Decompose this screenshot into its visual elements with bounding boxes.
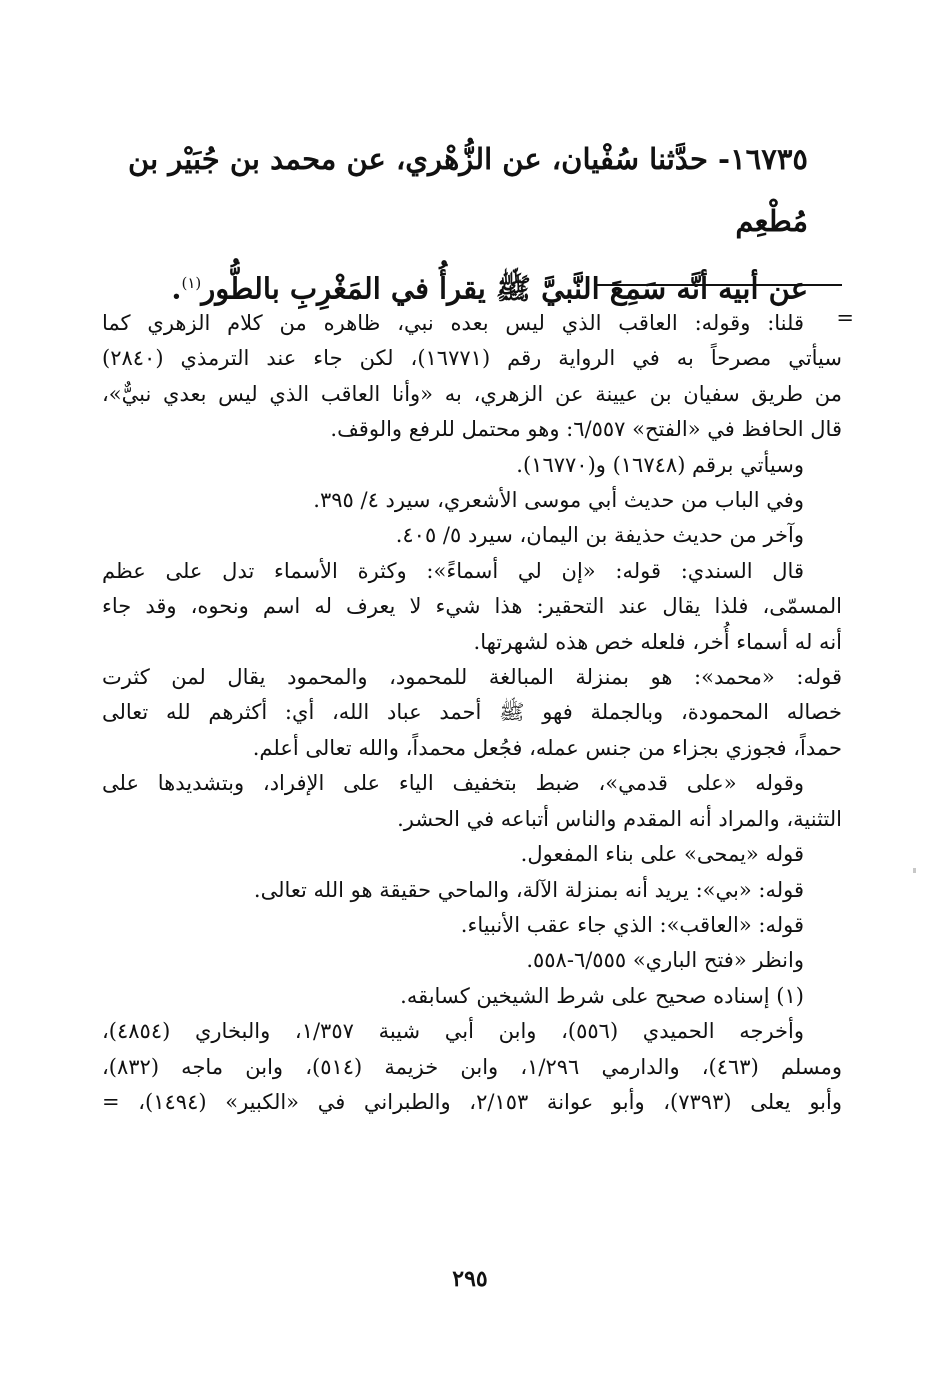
footnote-line: التثنية، والمراد أنه المقدم والناس أتباعه في الحشر. bbox=[397, 806, 842, 831]
footnote-line: أنه له أسماء أُخر، فلعله خص هذه لشهرتها. bbox=[473, 629, 842, 654]
footnote-line: وأخرجه الحميدي (٥٥٦)، وابن أبي شيبة ١/٣٥٧، والبخاري (٤٨٥٤)، bbox=[102, 1019, 804, 1044]
footnote-line: خصاله المحمودة، وبالجملة فهو ﷺ أحمد عباد الله، أي: أكثرهم لله تعالى bbox=[102, 700, 842, 725]
hadith-line-2: عن أبيه أنَّه سَمِعَ النَّبيَّ ﷺ يقرأُ في المَغْرِبِ بالطُّور$^{(١)}$. bbox=[171, 271, 808, 306]
footnote-line: وآخر من حديث حذيفة بن اليمان، سيرد ٥/ ٤٠٥. bbox=[395, 523, 804, 548]
footnote-line: قوله: «بي»: يريد أنه بمنزلة الآلة، والماحي حقيقة هو الله تعالى. bbox=[253, 877, 804, 902]
footnote-line: وسيأتي برقم (١٦٧٤٨) و(١٦٧٧٠). bbox=[516, 452, 804, 477]
continuation-marker: = bbox=[836, 306, 854, 330]
hadith-line-1: ١٦٧٣٥- حدَّثنا سُفْيان، عن الزُّهْري، عن محمد بن جُبَيْر بن مُطْعِم bbox=[128, 142, 808, 238]
page-number: ٢٩٥ bbox=[452, 1266, 488, 1292]
footnote-line: حمداً، فجوزي بجزاء من جنس عمله، فجُعل محمداً، والله تعالى أعلم. bbox=[252, 735, 842, 760]
footnote-separator bbox=[596, 284, 842, 286]
footnotes bbox=[102, 306, 842, 1120]
footnote-line: قلنا: وقوله: العاقب الذي ليس بعده نبي، ظاهره من كلام الزهري كما bbox=[102, 311, 804, 335]
footnote-line: وقوله «على قدمي»، ضبط بتخفيف الياء على الإفراد، وبتشديدها على bbox=[102, 771, 804, 796]
footnote-line: (١) إسناده صحيح على شرط الشيخين كسابقه. bbox=[400, 983, 804, 1008]
footnote-line: وفي الباب من حديث أبي موسى الأشعري، سيرد ٤/ ٣٩٥. bbox=[313, 488, 804, 513]
footnote-line: وانظر «فتح الباري» ٦/٥٥٥-٥٥٨. bbox=[526, 948, 804, 973]
hadith-text bbox=[128, 128, 808, 320]
footnote-line: قوله: «العاقب»: الذي جاء عقب الأنبياء. bbox=[460, 912, 804, 937]
footnote-line: قال الحافظ في «الفتح» ٦/٥٥٧: وهو محتمل للرفع والوقف. bbox=[330, 417, 842, 442]
footnote-line: قوله: «محمد»: هو بمنزلة المبالغة للمحمود، والمحمود يقال لمن كثرت bbox=[102, 665, 842, 690]
footnote-line: ومسلم (٤٦٣)، والدارمي ١/٢٩٦، وابن خزيمة (٥١٤)، وابن ماجه (٨٣٢)، bbox=[102, 1054, 843, 1079]
footnote-line: وأبو يعلى (٧٣٩٣)، وأبو عوانة ٢/١٥٣، والطبراني في «الكبير» (١٤٩٤)، = bbox=[102, 1089, 842, 1114]
footnote-line: من طريق سفيان بن عيينة عن الزهري، به «وأنا العاقب الذي ليس بعدي نبيٌّ»، bbox=[102, 381, 842, 406]
footnote-line: قوله «يمحى» على بناء المفعول. bbox=[520, 842, 804, 867]
footnote-line: سيأتي مصرحاً به في الرواية رقم (١٦٧٧١)، لكن جاء عند الترمذي (٢٨٤٠) bbox=[102, 346, 842, 371]
footnote-line: قال السندي: قوله: «إن لي أسماءً»: وكثرة الأسماء تدل على عظم bbox=[102, 558, 804, 583]
footnote-line: المسمّى، فلذا يقال عند التحقير: هذا شيء لا يعرف له اسم ونحوه، وقد جاء bbox=[102, 594, 842, 619]
scan-speck bbox=[913, 868, 916, 873]
footnote-reference[interactable]: (١) bbox=[181, 274, 202, 292]
